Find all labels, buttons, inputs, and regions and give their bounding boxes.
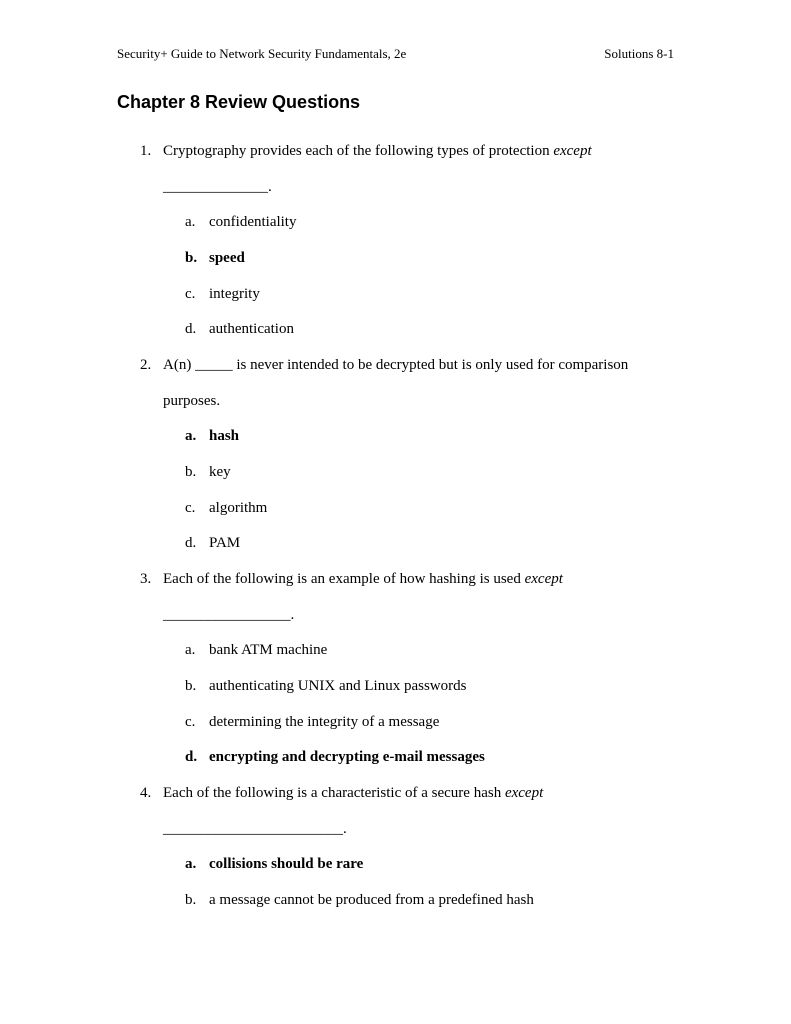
option-text: bank ATM machine <box>209 642 328 658</box>
question-emphasis: except <box>504 785 544 801</box>
option-text: PAM <box>209 535 241 551</box>
question-number: 4. <box>140 785 152 801</box>
chapter-title: Chapter 8 Review Questions <box>117 92 361 112</box>
option-text: confidentiality <box>209 214 297 230</box>
option-text: speed <box>209 250 245 266</box>
option-text: determining the integrity of a message <box>209 714 440 730</box>
option-text: integrity <box>209 286 260 302</box>
option-text: key <box>209 464 231 480</box>
question-text: A(n) _____ is never intended to be decrypted but is only used for comparison <box>163 357 629 373</box>
question-emphasis: except <box>524 571 563 587</box>
question-number: 1. <box>140 143 152 159</box>
question-text: Each of the following is a characteristic of a secure hash except <box>163 785 544 801</box>
option-text: encrypting and decrypting e-mail messages <box>209 749 485 765</box>
question-text: Cryptography provides each of the following types of protection except <box>163 143 592 159</box>
question-number: 2. <box>140 357 152 373</box>
running-header <box>117 46 674 62</box>
option-text: authenticating UNIX and Linux passwords <box>209 678 467 694</box>
option-text: collisions should be rare <box>209 856 364 872</box>
option-text: algorithm <box>209 500 268 516</box>
page-label: Solutions 8-1 <box>604 46 674 61</box>
question-text: Each of the following is an example of how hashing is used except <box>163 571 563 587</box>
question-emphasis: except <box>553 143 592 159</box>
book-title: Security+ Guide to Network Security Fundamentals, 2e <box>117 46 407 61</box>
option-text: hash <box>209 428 240 444</box>
option-text: authentication <box>209 321 294 337</box>
question-number: 3. <box>140 571 152 587</box>
option-text: a message cannot be produced from a predefined hash <box>209 892 534 908</box>
